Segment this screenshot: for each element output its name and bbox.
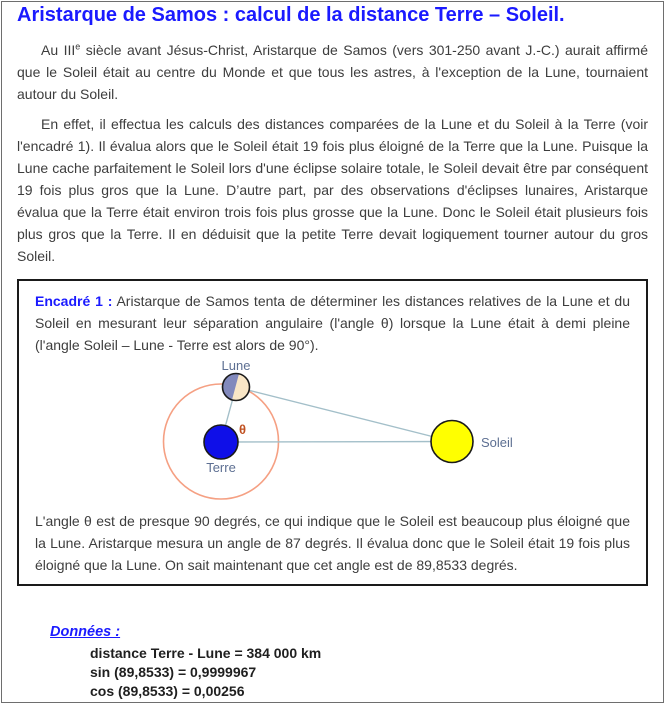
donnees-line-cos: cos (89,8533) = 0,00256 (90, 683, 245, 699)
donnees-section (50, 623, 648, 701)
encadre-label: Encadré 1 : (35, 293, 113, 309)
earth-circle (204, 425, 238, 459)
intro-paragraph-1 (17, 39, 648, 105)
intro-paragraph-2: En effet, il effectua les calculs des distances comparées de la Lune et du Soleil à la Terre (voir l'encadré 1). Il évalua alors que le Soleil était 19 fois plus éloigné de la Terre que la Lune. Puisque la Lune cache parfaitement le Soleil lors d'une éclipse solaire totale, le Soleil devait être par conséquent 19 fois plus gros que la Lune. D’autre part, par des observations d'éclipses lunaires, Aristarque évalua que la Terre était environ trois fois plus grosse que la Lune. Donc le Soleil était plusieurs fois plus gros que la Terre. Il en déduisit que la petite Terre devait logiquement tourner autour du gros Soleil. (17, 116, 648, 264)
sight-line-earth-sun (221, 442, 452, 443)
encadre-intro-paragraph (35, 290, 630, 356)
donnees-heading: Données : (50, 624, 121, 640)
astronomy-diagram (35, 357, 630, 503)
sun-circle (431, 421, 473, 463)
encadre-box (17, 279, 648, 586)
encadre-footer-paragraph: L'angle θ est de presque 90 degrés, ce qui indique que le Soleil est beaucoup plus éloigné que la Lune. Aristarque mesura un angle de 87 degrés. Il évalua donc que le Soleil était 19 fois plus éloigné que la Lune. On sait maintenant que cet angle est de 89,8533 degrés. (35, 513, 630, 573)
paragraph-text: siècle avant Jésus-Christ, Aristarque de Samos (vers 301-250 avant J.-C.) aurait affirmé que le Soleil était au centre du Monde et que tous les astres, à l'exception de la Lune, tournaient autour du Soleil. (17, 42, 648, 102)
encadre-intro-text: Aristarque de Samos tenta de déterminer les distances relatives de la Lune et du Soleil en mesurant leur séparation angulaire (l'angle θ) lorsque la Lune était à demi pleine (l'angle Soleil – Lune - Terre est alors de 90°). (35, 293, 631, 353)
sun-label: Soleil (481, 435, 513, 450)
diagram-svg (35, 357, 628, 503)
paragraph-text: Au III (41, 42, 76, 58)
moon-label: Lune (221, 358, 251, 373)
page-title: Aristarque de Samos : calcul de la distance Terre – Soleil. (17, 4, 565, 26)
superscript-e: e (75, 41, 81, 52)
donnees-line-distance: distance Terre - Lune = 384 000 km (90, 645, 322, 661)
sight-line-moon-sun (236, 387, 452, 442)
donnees-line-sin: sin (89,8533) = 0,9999967 (90, 664, 257, 680)
earth-label: Terre (206, 460, 236, 475)
theta-angle-label: θ (239, 422, 247, 437)
donnees-list (90, 644, 648, 701)
